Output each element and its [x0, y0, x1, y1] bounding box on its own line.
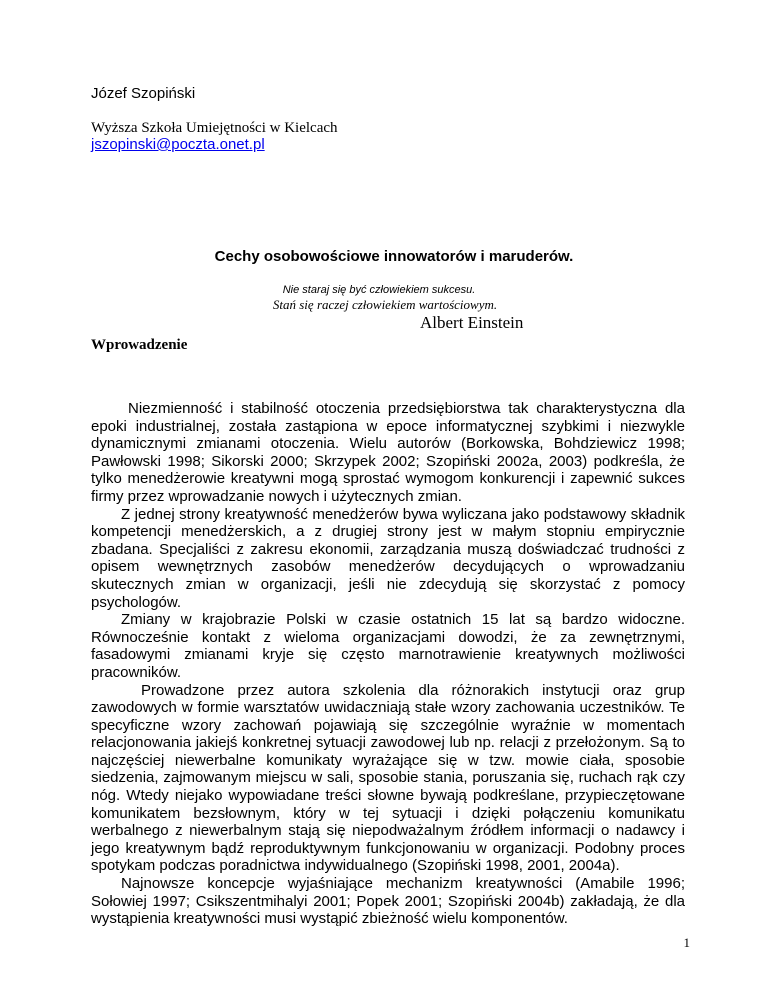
- email-link[interactable]: jszopinski@poczta.onet.pl: [91, 136, 265, 153]
- page-number: 1: [683, 935, 690, 950]
- paragraph: Niezmienność i stabilność otoczenia przedsiębiorstwa tak charakterystyczna dla epoki industrialnej, została zastąpiona w epoce informatycznej szybkimi i niezwykle dynamicznymi zmianami otoczenia. Wielu autorów (Borkowska, Bohdziewicz 1998; Pawłowski 1998; Sikorski 2000; Skrzypek 2002; Szopiński 2002a, 2003) podkreśla, że tylko menedżerowie kreatywni mogą sprostać wymogom konkurencji i zapewnić sukces firmy przez wprowadzanie nowych i użytecznych zmian.: [91, 400, 685, 505]
- document-title-text: Cechy osobowościowe innowatorów i maruderów.: [214, 248, 574, 265]
- body-text: [91, 400, 685, 928]
- paragraph: Najnowsze koncepcje wyjaśniające mechanizm kreatywności (Amabile 1996; Sołowiej 1997; Csikszentmihalyi 2001; Popek 2001; Szopiński 2004b) zakładają, że dla wystąpienia kreatywności musi wystąpić zbieżność wielu komponentów.: [91, 875, 685, 928]
- epigraph-author: Albert Einstein: [420, 313, 524, 332]
- paragraph: Z jednej strony kreatywność menedżerów bywa wyliczana jako podstawowy składnik kompetencji menedżerskich, a z drugiej strony jest w małym stopniu empirycznie zbadana. Specjaliści z zakresu ekonomii, zarządzania muszą doświadczać trudności z opisem wewnętrznych zasobów menedżerów decydujących o wprowadzaniu skutecznych zmian w organizacji, jeśli nie zdecydują się skorzystać z pomocy psychologów.: [91, 505, 685, 611]
- author-affiliation: Wyższa Szkoła Umiejętności w Kielcach: [91, 120, 338, 136]
- paragraph: Zmiany w krajobrazie Polski w czasie ostatnich 15 lat są bardzo widoczne. Równocześnie kontakt z wieloma organizacjami dowodzi, że za zewnętrznymi, fasadowymi zmianami kryje się często marnotrawienie kreatywnych możliwości pracowników.: [91, 611, 685, 681]
- document-title: [0, 248, 768, 266]
- author-name: Józef Szopiński: [91, 85, 196, 102]
- section-heading: Wprowadzenie: [91, 337, 188, 353]
- epigraph-line-2: Stań się raczej człowiekiem wartościowym.: [272, 297, 498, 312]
- paragraph: Prowadzone przez autora szkolenia dla różnorakich instytucji oraz grup zawodowych w formie warsztatów uwidaczniają stałe wzory zachowania uczestników. Te specyficzne wzory zachowań pojawiają się szczególnie wyraźnie w momentach relacjonowania jakiejś konkretnej sytuacji zawodowej lub np. relacji z przełożonym. Są to najczęściej niewerbalne komunikaty wyrażające się w tzw. mowie ciała, sposobie siedzenia, zajmowanym miejscu w sali, sposobie stania, poruszania się, ruchach rąk czy nóg. Wtedy niejako wypowiadane treści słowne bywają podkreślane, przypieczętowane komunikatem bezsłownym, który w tej sytuacji i dzięki połączeniu komunikatu werbalnego z niewerbalnym stają się niepodważalnym źródłem informacji o nadawcy i jego kreatywnym bądź reproduktywnym funkcjonowaniu w organizacji. Podobny proces spotykam podczas poradnictwa indywidualnego (Szopiński 1998, 2001, 2004a).: [91, 681, 685, 875]
- epigraph: [0, 283, 768, 313]
- epigraph-line-1: Nie staraj się być człowiekiem sukcesu.: [282, 284, 476, 296]
